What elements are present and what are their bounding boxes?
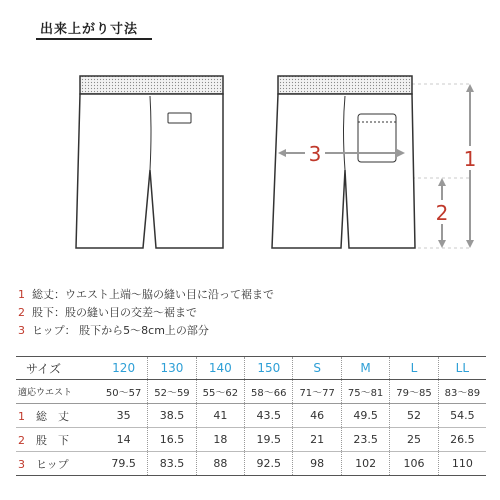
table-cell: 55〜62 [196,380,244,404]
length-marker: 1 [463,147,477,171]
back-shorts [272,76,415,248]
front-body [76,94,223,248]
note-item [18,322,274,340]
table-cell: 14 [100,428,148,452]
size-col-header: 120 [100,357,148,380]
back-pocket [358,114,396,162]
table-cell: 98 [293,452,341,476]
row-number: 1 [18,409,25,423]
table-cell: 25 [390,428,438,452]
table-cell: 35 [100,404,148,428]
table-cell: 71〜77 [293,380,341,404]
measurement-notes [18,286,274,340]
note-item [18,304,274,322]
table-row [16,452,486,476]
note-number: 1 [18,288,25,301]
front-waistband [80,76,223,94]
size-col-header: L [390,357,438,380]
table-cell: 43.5 [245,404,293,428]
size-table [16,356,486,476]
table-cell: 52 [390,404,438,428]
table-cell: 54.5 [438,404,486,428]
table-cell: 50〜57 [100,380,148,404]
note-item [18,286,274,304]
size-col-header: S [293,357,341,380]
row-label-text: 総 丈 [36,409,69,423]
row-number: 3 [18,457,25,471]
size-header-row [16,357,486,380]
table-cell: 58〜66 [245,380,293,404]
table-cell: 88 [196,452,244,476]
size-header-label: サイズ [16,357,100,380]
note-text: 総丈：ウエスト上端〜脇の縫い目に沿って裾まで [32,288,274,301]
table-cell: 102 [341,452,389,476]
row-label-text: ヒップ [36,457,69,471]
table-cell: 106 [390,452,438,476]
table-row [16,428,486,452]
table-cell: 19.5 [245,428,293,452]
row-label [16,404,100,428]
note-number: 2 [18,306,25,319]
table-cell: 75〜81 [341,380,389,404]
table-cell: 83〜89 [438,380,486,404]
size-col-header: 150 [245,357,293,380]
size-col-header: LL [438,357,486,380]
table-cell: 110 [438,452,486,476]
waist-row [16,380,486,404]
note-number: 3 [18,324,25,337]
table-row [16,404,486,428]
front-pocket [168,113,191,123]
row-label [16,428,100,452]
size-col-header: 140 [196,357,244,380]
table-cell: 26.5 [438,428,486,452]
table-cell: 83.5 [148,452,196,476]
waist-label: 適応ウエスト [16,380,100,404]
table-cell: 79〜85 [390,380,438,404]
row-number: 2 [18,433,25,447]
note-text: ヒップ： 股下から5〜8cm上の部分 [32,324,209,337]
table-cell: 21 [293,428,341,452]
back-waistband [278,76,412,94]
table-cell: 52〜59 [148,380,196,404]
table-cell: 38.5 [148,404,196,428]
table-cell: 49.5 [341,404,389,428]
table-cell: 16.5 [148,428,196,452]
inseam-marker: 2 [435,201,449,225]
size-col-header: M [341,357,389,380]
table-cell: 23.5 [341,428,389,452]
row-label-text: 股 下 [36,433,69,447]
table-cell: 41 [196,404,244,428]
row-label [16,452,100,476]
page-title: 出来上がり寸法 [40,22,139,37]
table-cell: 18 [196,428,244,452]
hip-marker: 3 [308,142,322,166]
front-shorts [76,76,223,248]
size-col-header: 130 [148,357,196,380]
table-cell: 92.5 [245,452,293,476]
table-cell: 79.5 [100,452,148,476]
note-text: 股下：股の縫い目の交差〜裾まで [32,306,197,319]
table-cell: 46 [293,404,341,428]
